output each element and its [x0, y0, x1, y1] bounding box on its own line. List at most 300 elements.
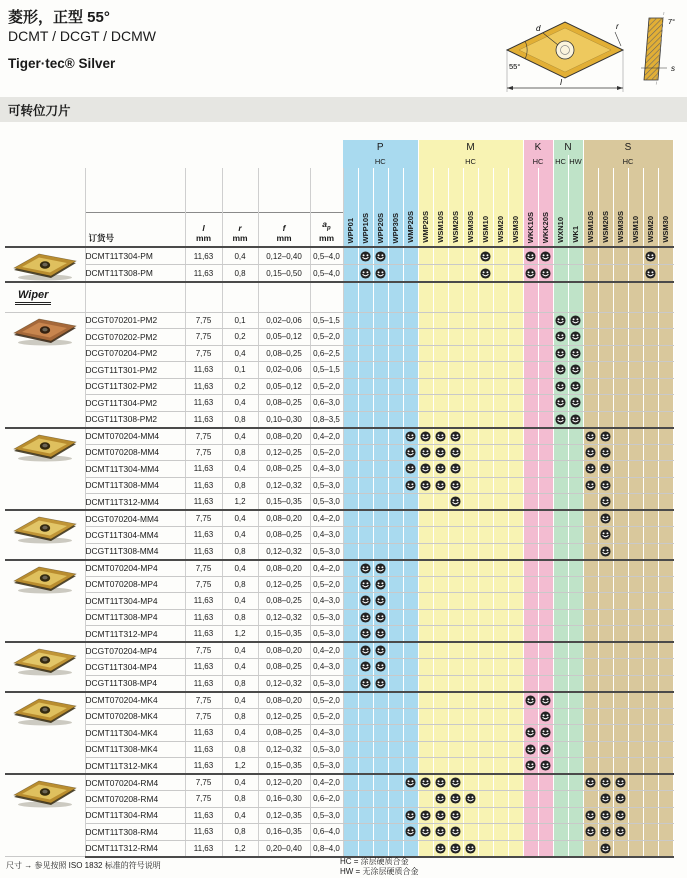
grade-cell-WXN10 [553, 411, 568, 428]
grade-cell-WSM20S [448, 642, 463, 659]
grade-smiley-icon [600, 826, 611, 837]
order-number: DCMT11T312-MP4 [85, 626, 185, 643]
grade-cell-WSM10S [583, 543, 598, 560]
grade-cell-WSM30S [613, 477, 628, 494]
grade-col-WSM20S: WSM20S [448, 168, 463, 247]
grade-cell-WSM10 [628, 378, 643, 395]
insert-photo [5, 560, 85, 643]
grade-cell-WK1 [568, 807, 583, 824]
grade-cell-WPP10S [358, 312, 373, 329]
grade-cell-WSM10S [433, 527, 448, 544]
grade-cell-WSM20S [598, 758, 613, 775]
grade-smiley-icon [465, 843, 476, 854]
grade-cell-WXN10 [553, 560, 568, 577]
grade-cell-WKK10S [523, 593, 538, 610]
grade-cell-WXN10 [553, 428, 568, 445]
grade-cell-WPP20S [373, 444, 388, 461]
dim-ap: 0,5–2,0 [310, 708, 343, 725]
grade-cell-WMP20S [403, 791, 418, 808]
grade-cell-WSM30 [658, 708, 673, 725]
grade-cell-WPP10S [358, 543, 373, 560]
dim-f: 0,08–0,25 [258, 725, 310, 742]
grade-cell-WSM30S [463, 593, 478, 610]
grade-cell-WKK10S [523, 543, 538, 560]
grade-cell-WXN10 [553, 741, 568, 758]
grade-cell-WPP30S [388, 247, 403, 265]
coating-label: HW [569, 157, 582, 166]
grade-cell-WPP30S [388, 444, 403, 461]
grade-cell-WMP20S [418, 527, 433, 544]
grade-cell-WPP20S [373, 593, 388, 610]
grade-cell-WPP10S [358, 593, 373, 610]
dim-ap: 0,4–3,0 [310, 725, 343, 742]
grade-cell-WSM30S [463, 659, 478, 676]
grade-cell-WSM10 [628, 444, 643, 461]
grade-cell-WSM20 [643, 725, 658, 742]
grade-cell-WSM10S [433, 741, 448, 758]
grade-cell-WSM10S [583, 395, 598, 412]
grade-cell-WSM30 [508, 642, 523, 659]
grade-cell-WK1 [568, 692, 583, 709]
order-number: DCMT11T308-MM4 [85, 477, 185, 494]
grade-cell-WSM10S [433, 642, 448, 659]
grade-cell-WSM20 [493, 543, 508, 560]
grade-cell-WKK10S [523, 527, 538, 544]
grade-smiley-icon [540, 727, 551, 738]
grade-smiley-icon [360, 579, 371, 590]
grade-col-WSM10: WSM10 [478, 168, 493, 247]
grade-cell-WKK20S [538, 593, 553, 610]
iso-group-S: S [583, 140, 673, 155]
dim-ap: 0,5–2,0 [310, 692, 343, 709]
grade-cell-WXN10 [553, 329, 568, 346]
grade-cell-WKK10S [523, 725, 538, 742]
grade-cell-WPP01 [343, 741, 358, 758]
grade-smiley-icon [540, 711, 551, 722]
dim-l: 11,63 [185, 395, 222, 412]
grade-cell-WPP10S [358, 461, 373, 478]
grade-cell-WSM10 [478, 774, 493, 791]
order-number: DCMT11T304-PM [85, 247, 185, 265]
grade-cell-WSM30 [508, 824, 523, 841]
grade-cell-WSM20 [643, 560, 658, 577]
grade-cell-WPP01 [343, 362, 358, 379]
grade-cell-WSM20S [598, 527, 613, 544]
grade-cell-WSM10 [628, 345, 643, 362]
grade-col-WSM30S: WSM30S [463, 168, 478, 247]
grade-cell-WSM20S [448, 741, 463, 758]
grade-cell-WK1 [568, 265, 583, 283]
grade-smiley-icon [540, 744, 551, 755]
grade-cell-WSM30 [508, 543, 523, 560]
dim-f: 0,15–0,35 [258, 626, 310, 643]
grade-cell-WSM30 [508, 444, 523, 461]
dim-l: 11,63 [185, 411, 222, 428]
grade-cell-WMP20S [418, 725, 433, 742]
dim-ap: 0,5–4,0 [310, 247, 343, 265]
grade-cell-WSM10 [628, 543, 643, 560]
grade-cell-WSM30S [463, 560, 478, 577]
grade-cell-WSM10 [628, 247, 643, 265]
grade-smiley-icon [450, 810, 461, 821]
grade-cell-WMP20S [418, 840, 433, 857]
grade-cell-WKK10S [523, 411, 538, 428]
grade-smiley-icon [450, 431, 461, 442]
dim-l: 11,63 [185, 527, 222, 544]
header-spacer [5, 140, 343, 155]
dim-f: 0,02–0,06 [258, 312, 310, 329]
grade-cell-WKK10S [523, 494, 538, 511]
insert-row [5, 378, 673, 395]
grade-cell-WMP20S [418, 494, 433, 511]
grade-smiley-icon [450, 793, 461, 804]
grade-cell-WSM10S [583, 411, 598, 428]
grade-cell-WSM10S [583, 626, 598, 643]
grade-cell-WSM30S [613, 807, 628, 824]
grade-cell-WSM30 [508, 609, 523, 626]
grade-smiley-icon [420, 777, 431, 788]
grade-cell-WPP30S [388, 758, 403, 775]
dim-f: 0,12–0,25 [258, 708, 310, 725]
grade-cell-WSM10 [628, 791, 643, 808]
grade-cell-WK1 [568, 675, 583, 692]
grade-cell-WSM20S [448, 758, 463, 775]
grade-cell-WSM20S [448, 362, 463, 379]
grade-cell-WSM30 [508, 345, 523, 362]
grade-cell-WSM30S [613, 378, 628, 395]
grade-cell-WSM30 [658, 378, 673, 395]
grade-cell-WSM30 [658, 477, 673, 494]
grade-smiley-icon [360, 595, 371, 606]
grade-cell-WSM10S [433, 395, 448, 412]
grade-cell-WPP01 [343, 265, 358, 283]
dim-l: 11,63 [185, 378, 222, 395]
grade-cell-WXN10 [553, 362, 568, 379]
order-number: DCGT11T304-MM4 [85, 527, 185, 544]
dim-f: 0,12–0,35 [258, 807, 310, 824]
grade-smiley-icon [555, 315, 566, 326]
grade-smiley-icon [525, 695, 536, 706]
grade-cell-WPP30S [388, 428, 403, 445]
dim-r: 0,4 [222, 725, 258, 742]
grade-smiley-icon [465, 793, 476, 804]
dim-r: 0,8 [222, 675, 258, 692]
grade-cell-WSM10S [583, 444, 598, 461]
grade-cell-WPP01 [343, 411, 358, 428]
grade-cell-WPP20S [373, 840, 388, 857]
dim-r: 0,8 [222, 411, 258, 428]
grade-cell [628, 282, 643, 312]
grade-cell-WSM20 [643, 593, 658, 610]
grade-cell-WSM20S [598, 692, 613, 709]
grade-cell-WSM10 [628, 312, 643, 329]
dim-l: 11,63 [185, 247, 222, 265]
grade-cell-WSM10 [628, 725, 643, 742]
grade-cell-WXN10 [553, 576, 568, 593]
grade-cell-WKK20S [538, 609, 553, 626]
grade-cell-WSM30S [613, 312, 628, 329]
grade-smiley-icon [555, 414, 566, 425]
grade-cell-WSM30S [613, 791, 628, 808]
dim-f: 0,08–0,25 [258, 345, 310, 362]
grade-cell-WSM20 [493, 362, 508, 379]
dim-ap: 0,5–3,0 [310, 675, 343, 692]
order-number: DCMT11T312-MK4 [85, 758, 185, 775]
insert-photo-image [7, 249, 83, 281]
grade-cell-WPP10S [358, 840, 373, 857]
grade-cell-WPP01 [343, 247, 358, 265]
grade-cell-WSM10S [583, 807, 598, 824]
insert-row [5, 741, 673, 758]
grade-cell-WSM30S [613, 247, 628, 265]
insert-photo-image [7, 694, 83, 726]
grade-cell-WKK10S [523, 791, 538, 808]
dim-ap: 0,5–1,5 [310, 362, 343, 379]
grade-smiley-icon [555, 397, 566, 408]
grade-cell-WPP01 [343, 378, 358, 395]
dim-r: 0,4 [222, 510, 258, 527]
grade-cell-WPP30S [388, 708, 403, 725]
grade-cell-WMP20S [403, 675, 418, 692]
grade-cell-WKK20S [538, 329, 553, 346]
grade-cell-WPP10S [358, 741, 373, 758]
insert-row [5, 428, 673, 445]
grade-cell-WSM30S [613, 593, 628, 610]
grade-cell-WPP10S [358, 329, 373, 346]
grade-cell-WPP20S [373, 758, 388, 775]
grade-cell-WKK20S [538, 560, 553, 577]
grade-cell-WK1 [568, 593, 583, 610]
grade-cell-WSM10S [583, 791, 598, 808]
grade-cell [658, 282, 673, 312]
grade-cell-WSM20 [643, 659, 658, 676]
grade-cell-WSM10 [478, 659, 493, 676]
grade-cell-WMP20S [403, 692, 418, 709]
grade-smiley-icon [540, 695, 551, 706]
grade-smiley-icon [645, 251, 656, 262]
order-number: DCGT11T302-PM2 [85, 378, 185, 395]
grade-cell-WSM10 [478, 560, 493, 577]
grade-smiley-icon [570, 414, 581, 425]
grade-cell-WMP20S [418, 609, 433, 626]
grade-cell-WPP30S [388, 265, 403, 283]
grade-cell-WPP01 [343, 510, 358, 527]
grade-cell-WSM30 [508, 576, 523, 593]
grade-smiley-icon [360, 645, 371, 656]
dim-l: 11,63 [185, 741, 222, 758]
grade-cell-WK1 [568, 840, 583, 857]
grade-cell-WSM20 [643, 265, 658, 283]
grade-cell-WSM10S [433, 494, 448, 511]
order-number: DCMT11T308-MP4 [85, 609, 185, 626]
grade-cell-WPP10S [358, 510, 373, 527]
grade-cell-WSM20 [643, 609, 658, 626]
grade-cell-WMP20S [403, 395, 418, 412]
grade-cell-WSM10S [583, 824, 598, 841]
grade-cell-WSM20 [643, 444, 658, 461]
grade-cell-WPP10S [358, 626, 373, 643]
grade-cell [463, 282, 478, 312]
grade-cell-WPP30S [388, 609, 403, 626]
dim-l: 11,63 [185, 824, 222, 841]
order-number: DCGT11T301-PM2 [85, 362, 185, 379]
grade-cell-WMP20S [418, 593, 433, 610]
grade-cell-WSM10S [433, 708, 448, 725]
insert-row [5, 840, 673, 857]
grade-cell-WSM10S [433, 461, 448, 478]
dim-ap: 0,5–4,0 [310, 265, 343, 283]
grade-cell-WSM10S [433, 265, 448, 283]
dim-f: 0,05–0,12 [258, 378, 310, 395]
grade-cell-WSM10S [583, 312, 598, 329]
grade-cell-WSM10 [628, 741, 643, 758]
grade-cell-WSM10 [628, 395, 643, 412]
dim-f: 0,15–0,35 [258, 758, 310, 775]
grade-smiley-icon [615, 826, 626, 837]
grade-col-WSM20: WSM20 [493, 168, 508, 247]
grade-cell-WPP10S [358, 395, 373, 412]
dim-f: 0,08–0,20 [258, 692, 310, 709]
grade-cell-WSM10S [583, 609, 598, 626]
grade-cell-WXN10 [553, 378, 568, 395]
grade-cell-WSM10S [583, 247, 598, 265]
grade-cell-WSM10 [478, 312, 493, 329]
grade-cell-WK1 [568, 510, 583, 527]
grade-cell-WSM30S [613, 543, 628, 560]
grade-cell-WPP10S [358, 807, 373, 824]
grade-cell-WKK20S [538, 362, 553, 379]
dim-label-r: r [616, 22, 619, 31]
insert-photo-image [7, 512, 83, 544]
grade-cell-WSM20S [598, 807, 613, 824]
grade-cell-WSM10S [433, 576, 448, 593]
grade-cell-WSM30 [508, 362, 523, 379]
grade-cell-WMP20S [418, 659, 433, 676]
grade-cell-WKK20S [538, 428, 553, 445]
insert-row [5, 708, 673, 725]
grade-cell [358, 282, 373, 312]
grade-cell-WPP10S [358, 659, 373, 676]
grade-cell-WSM10 [628, 510, 643, 527]
insert-row [5, 609, 673, 626]
order-number: DCMT070208-MP4 [85, 576, 185, 593]
dim-r: 0,8 [222, 609, 258, 626]
grade-cell-WSM30 [658, 444, 673, 461]
grade-cell-WSM10S [583, 642, 598, 659]
grade-cell-WSM20 [643, 758, 658, 775]
dim-ap: 0,5–3,0 [310, 758, 343, 775]
grade-cell [523, 282, 538, 312]
insert-row [5, 247, 673, 265]
grade-cell-WSM20 [643, 395, 658, 412]
dim-label-d: d [536, 24, 541, 33]
grade-cell-WSM30S [613, 609, 628, 626]
grade-cell-WKK20S [538, 642, 553, 659]
grade-cell-WSM30 [508, 741, 523, 758]
grade-cell-WSM10 [478, 411, 493, 428]
grade-cell-WSM20S [598, 626, 613, 643]
dim-r: 0,1 [222, 312, 258, 329]
insert-row [5, 510, 673, 527]
grade-cell [568, 282, 583, 312]
grade-cell-WPP01 [343, 593, 358, 610]
grade-smiley-icon [570, 331, 581, 342]
grade-cell-WKK10S [523, 560, 538, 577]
grade-cell-WSM30S [463, 395, 478, 412]
grade-cell-WSM20 [643, 461, 658, 478]
grade-cell-WSM10 [478, 477, 493, 494]
grade-cell-WMP20S [418, 824, 433, 841]
grade-cell-WSM30 [508, 510, 523, 527]
grade-cell-WKK10S [523, 477, 538, 494]
grade-cell-WSM10S [583, 527, 598, 544]
grade-cell-WPP30S [388, 461, 403, 478]
grade-cell-WSM10 [478, 741, 493, 758]
grade-cell-WPP01 [343, 461, 358, 478]
dim-ap: 0,5–2,0 [310, 329, 343, 346]
grade-cell-WXN10 [553, 461, 568, 478]
grade-smiley-icon [615, 810, 626, 821]
grade-cell-WSM10S [433, 824, 448, 841]
brand-title: Tiger·tec® Silver [8, 56, 116, 71]
grade-col-WKK10S: WKK10S [523, 168, 538, 247]
grade-cell-WSM10S [433, 593, 448, 610]
grade-cell-WXN10 [553, 708, 568, 725]
grade-cell-WMP20S [418, 265, 433, 283]
grade-cell-WSM30S [613, 428, 628, 445]
dim-r: 0,4 [222, 395, 258, 412]
grade-cell-WK1 [568, 494, 583, 511]
grade-cell-WPP30S [388, 741, 403, 758]
grade-cell-WSM30S [613, 824, 628, 841]
dim-f: 0,20–0,40 [258, 840, 310, 857]
insert-row [5, 626, 673, 643]
grade-cell-WSM10 [628, 807, 643, 824]
grade-cell-WSM30S [613, 461, 628, 478]
grade-cell-WMP20S [403, 840, 418, 857]
grade-cell-WSM10S [433, 378, 448, 395]
grade-cell-WPP10S [358, 494, 373, 511]
grade-smiley-icon [585, 463, 596, 474]
grade-cell-WSM20 [493, 725, 508, 742]
grade-cell-WKK10S [523, 312, 538, 329]
grade-cell-WSM20S [448, 428, 463, 445]
grade-smiley-icon [435, 463, 446, 474]
grade-cell-WSM10S [583, 659, 598, 676]
grade-cell-WXN10 [553, 807, 568, 824]
dim-f: 0,08–0,25 [258, 593, 310, 610]
grade-col-WPP20S: WPP20S [373, 168, 388, 247]
grade-cell-WSM20S [598, 576, 613, 593]
grade-cell-WK1 [568, 395, 583, 412]
grade-cell-WSM20 [643, 527, 658, 544]
dim-l: 11,63 [185, 494, 222, 511]
grade-cell-WSM20 [643, 741, 658, 758]
wiper-label-cell [5, 282, 85, 312]
grade-cell-WMP20S [403, 741, 418, 758]
grade-cell-WSM30 [658, 461, 673, 478]
grade-cell-WMP20S [418, 692, 433, 709]
grade-cell-WPP20S [373, 461, 388, 478]
grade-smiley-icon [600, 810, 611, 821]
dim-l: 11,63 [185, 758, 222, 775]
grade-cell-WPP20S [373, 626, 388, 643]
grade-cell-WSM30S [463, 411, 478, 428]
grade-cell-WPP01 [343, 758, 358, 775]
grade-cell-WSM30S [463, 758, 478, 775]
grade-cell-WSM20S [448, 543, 463, 560]
insert-row [5, 362, 673, 379]
